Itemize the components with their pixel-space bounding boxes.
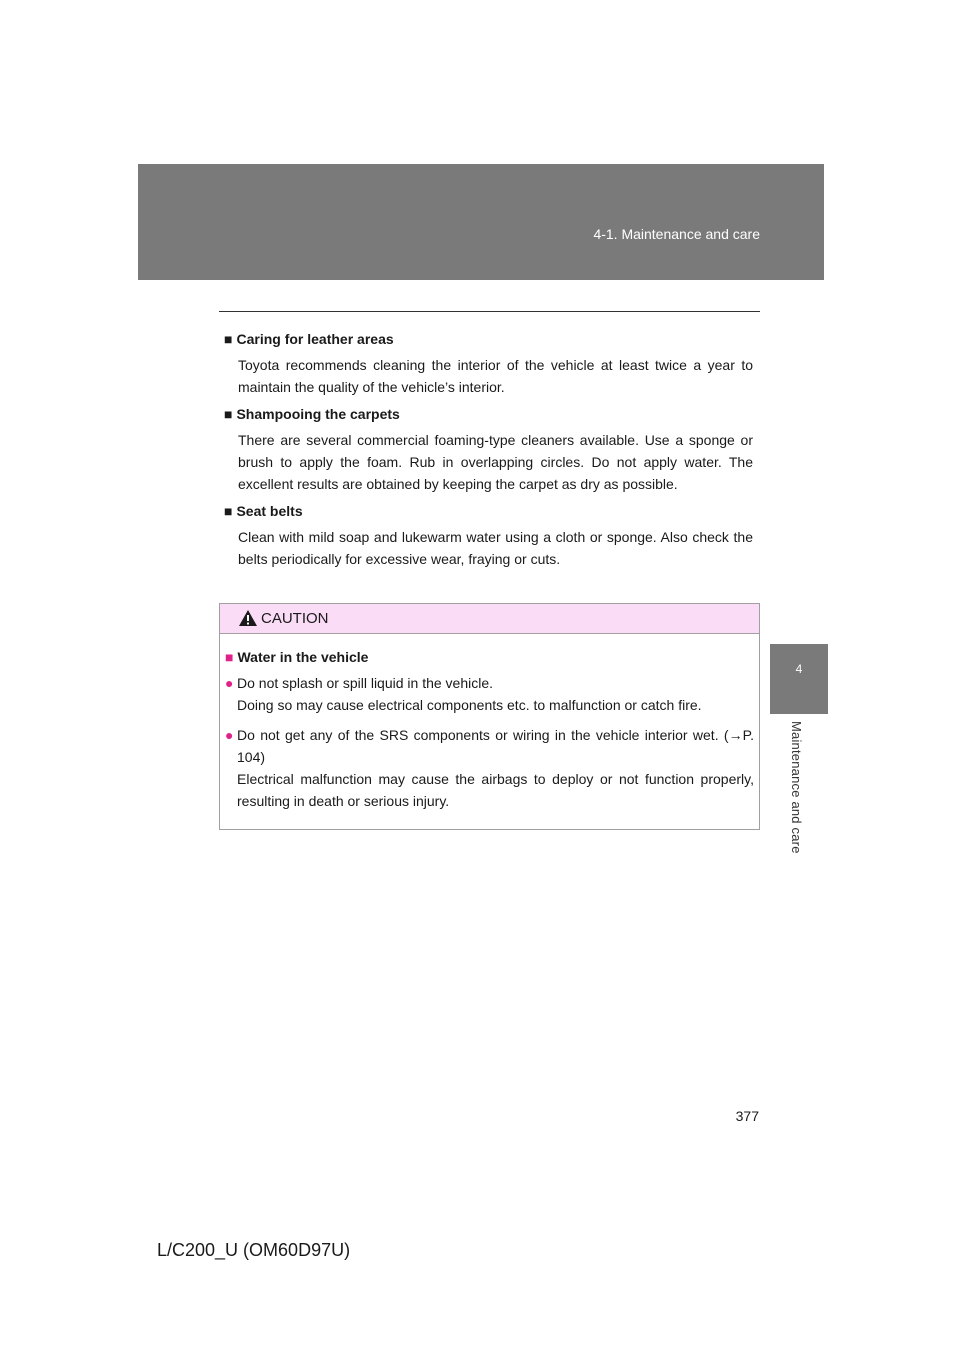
chapter-tab [770, 644, 828, 714]
caution-item-line: Do not splash or spill liquid in the vehicle. [237, 675, 494, 691]
caution-item-line: Do not get any of the SRS components or wiring in the vehicle interior wet. (→P. 104) [237, 727, 754, 765]
section-body: There are several commercial foaming-type cleaners available. Use a sponge or brush to apply the foam. Rub in overlapping circles. Do not apply water. The excellent results are obtained by keeping the carpet as dry as possible. [238, 432, 753, 492]
section-carpets [224, 403, 753, 495]
footer-document-code: L/C200_U (OM60D97U) [157, 1240, 351, 1260]
caution-item-line: Doing so may cause electrical components etc. to malfunction or catch fire. [237, 697, 702, 713]
chapter-tab-label: Maintenance and care [789, 721, 804, 854]
caution-header [220, 604, 759, 634]
section-title-text: Seat belts [236, 503, 303, 519]
square-bullet-icon: ■ [224, 503, 233, 519]
chapter-tab-number: 4 [795, 662, 803, 676]
page-number: 377 [735, 1108, 759, 1124]
section-title-text: Caring for leather areas [236, 331, 394, 347]
section-body: Clean with mild soap and lukewarm water using a cloth or sponge. Also check the belts periodically for excessive wear, fraying or cuts. [238, 529, 753, 567]
caution-item-line: Electrical malfunction may cause the airbags to deploy or not function properly, resulting in death or serious injury. [237, 771, 754, 809]
section-title [224, 500, 753, 522]
caution-topic [225, 646, 754, 668]
section-title [224, 328, 753, 350]
warning-triangle-icon [238, 609, 258, 627]
caution-item [225, 724, 754, 812]
caution-item [225, 672, 754, 716]
caution-body [225, 646, 754, 812]
section-title-text: Shampooing the carpets [236, 406, 400, 422]
square-bullet-icon: ■ [224, 331, 233, 347]
round-bullet-icon: ● [225, 675, 234, 691]
header-band [138, 164, 824, 280]
header-section-title: 4-1. Maintenance and care [593, 226, 760, 242]
section-body: Toyota recommends cleaning the interior of the vehicle at least twice a year to maintain the quality of the vehicle’s interior. [238, 357, 753, 395]
square-bullet-icon: ■ [225, 649, 234, 665]
caution-topic-text: Water in the vehicle [237, 649, 369, 665]
section-seat-belts [224, 500, 753, 570]
square-bullet-icon: ■ [224, 406, 233, 422]
top-divider [219, 311, 760, 312]
caution-box [219, 603, 760, 830]
main-content [224, 328, 753, 575]
section-title [224, 403, 753, 425]
section-leather [224, 328, 753, 398]
round-bullet-icon: ● [225, 727, 234, 743]
caution-label: CAUTION [261, 610, 329, 627]
